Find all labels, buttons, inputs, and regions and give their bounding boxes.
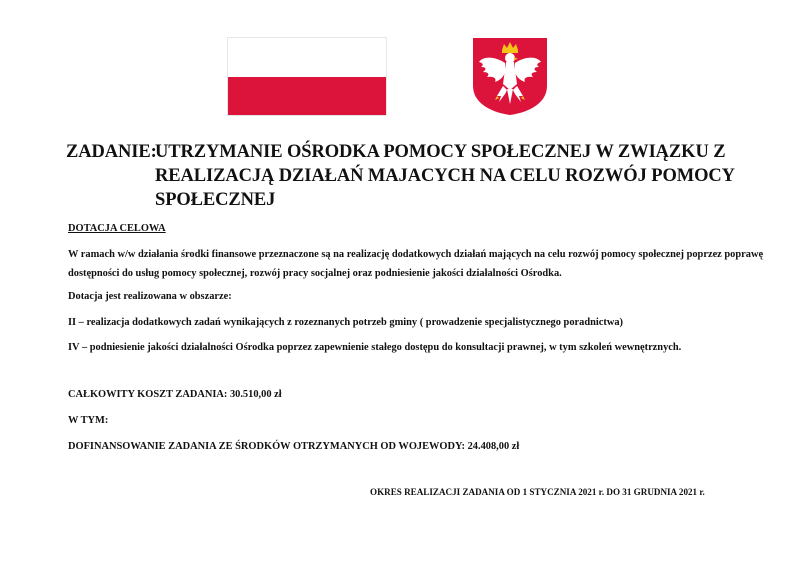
total-cost: CAŁKOWITY KOSZT ZADANIA: 30.510,00 zł (68, 389, 282, 400)
task-title-line-1: UTRZYMANIE OŚRODKA POMOCY SPOŁECZNEJ W ZWIĄZKU Z (155, 142, 726, 162)
description-paragraph: W ramach w/w działania środki finansowe przeznaczone są na realizację dodatkowych działań mających na celu rozwój pomocy społecznej poprzez poprawę dostępności do usług pomocy społecznej, rozwój pracy socjalnej oraz podniesienie jakości działalności Ośrodka. (68, 249, 764, 279)
cofinancing-amount: DOFINANSOWANIE ZADANIA ZE ŚRODKÓW OTRZYMANYCH OD WOJEWODY: 24.408,00 zł (68, 441, 520, 452)
scope-item-ii: II – realizacja dodatkowych zadań wynikających z rozeznanych potrzeb gminy ( prowadzenie specjalistycznego poradnictwa) (68, 317, 623, 328)
task-title-line-3: SPOŁECZNEJ (155, 190, 276, 210)
flag-white-stripe (228, 38, 386, 77)
realization-period: OKRES REALIZACJI ZADANIA OD 1 STYCZNIA 2021 r. DO 31 GRUDNIA 2021 r. (370, 487, 705, 497)
task-prefix: ZADANIE: (66, 142, 157, 162)
flag-red-stripe (228, 77, 386, 116)
scope-intro: Dotacja jest realizowana w obszarze: (68, 291, 232, 302)
task-title-line-2: REALIZACJĄ DZIAŁAŃ MAJACYCH NA CELU ROZWÓJ POMOCY (155, 166, 735, 186)
polish-eagle-emblem-icon (471, 36, 549, 116)
scope-item-iv: IV – podniesienie jakości działalności Ośrodka poprzez zapewnienie stałego dostępu do konsultacji prawnej, w tym szkoleń wewnętrznych. (68, 342, 682, 353)
including-label: W TYM: (68, 415, 109, 426)
polish-flag (228, 38, 386, 115)
section-heading: DOTACJA CELOWA (68, 223, 166, 234)
